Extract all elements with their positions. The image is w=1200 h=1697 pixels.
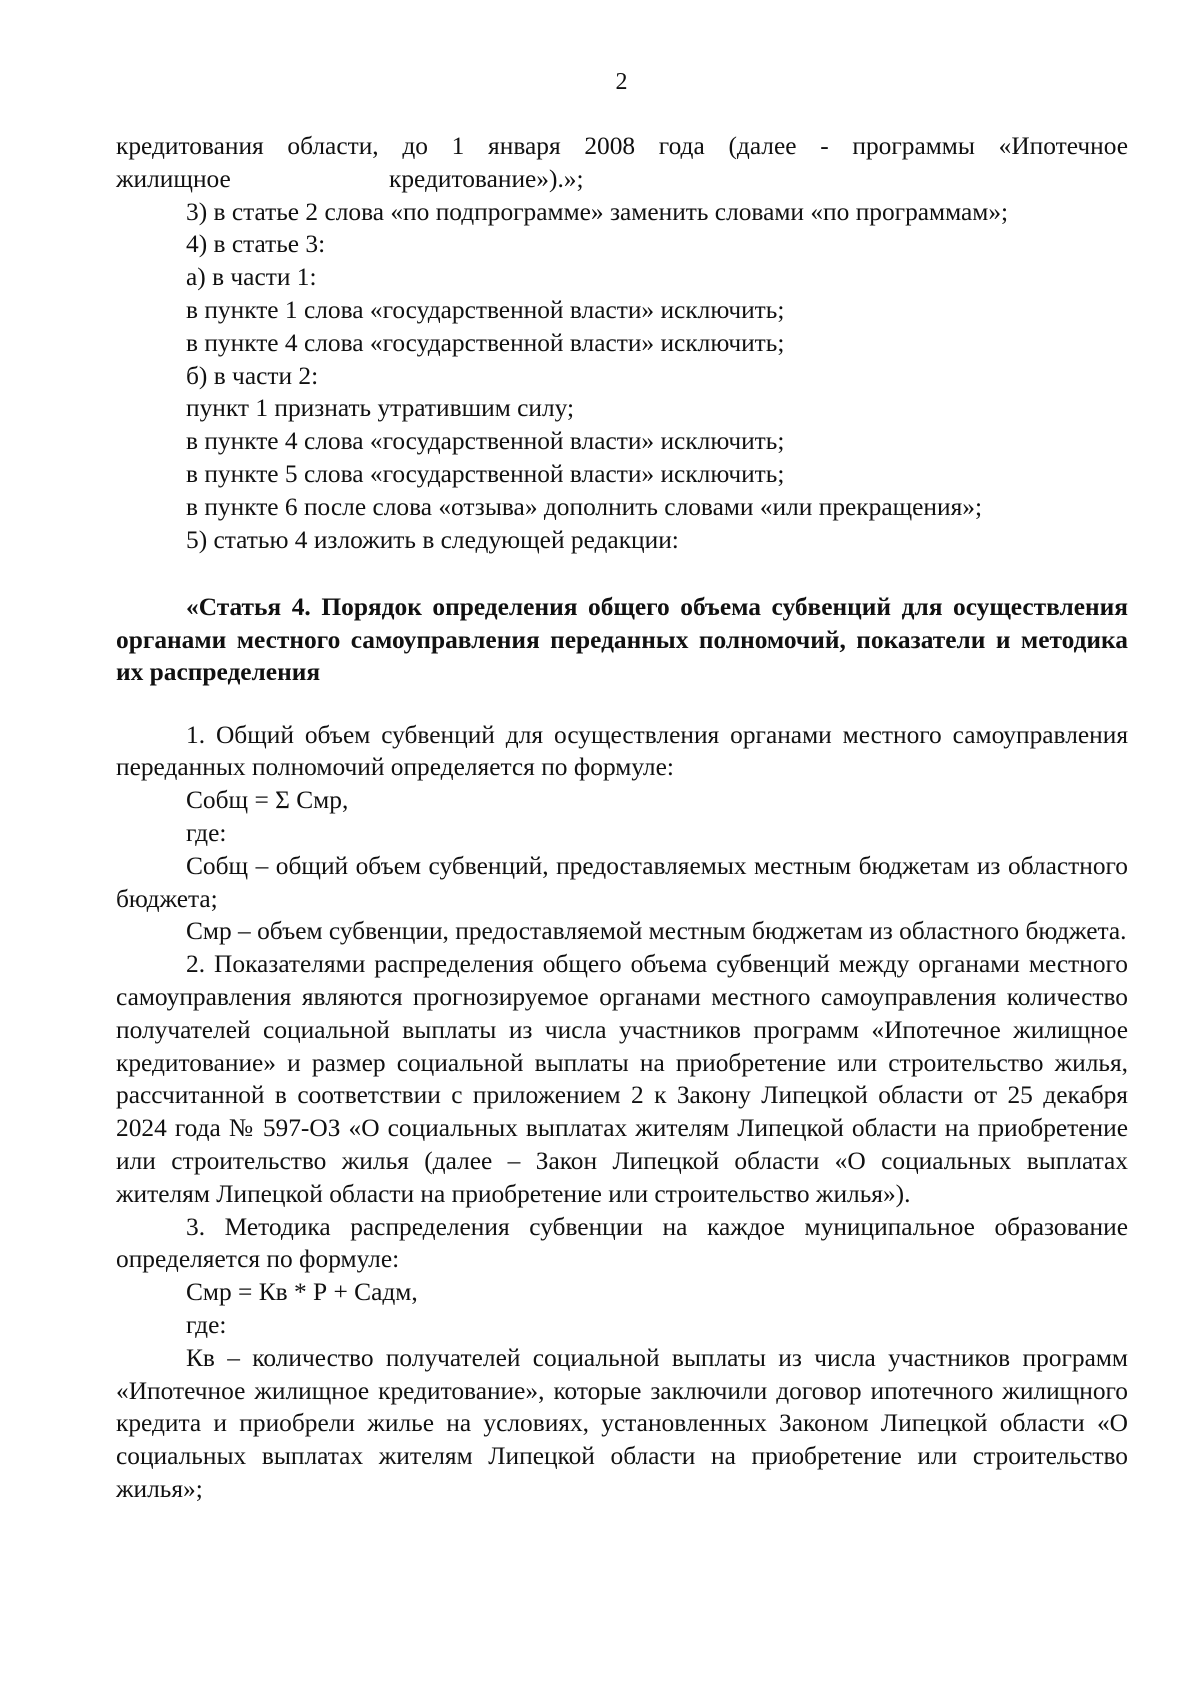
page-number: 2	[615, 69, 628, 95]
definition-smr: Смр – объем субвенции, предоставляемой местным бюджетам из областного бюджета.	[186, 917, 1127, 946]
amendment-item-4: 4) в статье 3:	[186, 230, 326, 259]
amendment-item-4b-point-4: в пункте 4 слова «государственной власти» исключить;	[186, 427, 785, 456]
clause-3: 3. Методика распределения субвенции на каждое муниципальное образование определяется по формуле:	[116, 1212, 1128, 1274]
clause-2: 2. Показателями распределения общего объема субвенций между органами местного самоуправления являются прогнозируемое органами местного самоуправления количество получателей социальной выплаты из числа участников программ «Ипотечное жилищное кредитование» и размер социальной выплаты на приобретение или строительство жилья, рассчитанной в соответствии с приложением 2 к Закону Липецкой области от 25 декабря 2024 года № 597-ОЗ «О социальных выплатах жителям Липецкой области на приобретение или строительство жилья (далее – Закон Липецкой области «О социальных выплатах жителям Липецкой области на приобретение или строительство жилья»).	[116, 950, 1128, 1208]
spacer	[116, 556, 1128, 591]
where-label-2: где:	[186, 1310, 227, 1339]
amendment-item-4a-point-1: в пункте 1 слова «государственной власти» исключить;	[186, 295, 785, 324]
clause-1: 1. Общий объем субвенций для осуществления органами местного самоуправления переданных полномочий определяется по формуле:	[116, 720, 1128, 782]
spacer	[116, 689, 1128, 719]
continuation-word-1: жилищное	[116, 164, 231, 193]
document-body	[116, 130, 1128, 1506]
amendment-item-3: 3) в статье 2 слова «по подпрограмме» заменить словами «по программам»;	[186, 197, 1009, 226]
amendment-item-5: 5) статью 4 изложить в следующей редакции:	[186, 525, 679, 554]
definition-kv: Кв – количество получателей социальной выплаты из числа участников программ «Ипотечное жилищное кредитование», которые заключили договор ипотечного жилищного кредита и приобрели жилье на условиях, установленных Законом Липецкой области «О социальных выплатах жителям Липецкой области на приобретение или строительство жилья»;	[116, 1343, 1128, 1503]
formula-2: Смр = Кв * Р + Садм,	[186, 1278, 418, 1307]
continuation-word-2: кредитование»).»;	[389, 164, 584, 193]
continuation-line-2	[116, 163, 1128, 196]
amendment-item-4b-point-1: пункт 1 признать утратившим силу;	[186, 394, 575, 423]
amendment-item-4b-point-6: в пункте 6 после слова «отзыва» дополнить словами «или прекращения»;	[186, 492, 983, 521]
amendment-item-4b-point-5: в пункте 5 слова «государственной власти» исключить;	[186, 459, 785, 488]
formula-1: Собщ = Σ Смр,	[186, 786, 349, 815]
amendment-item-4a: а) в части 1:	[186, 263, 317, 292]
continuation-line-1	[116, 130, 1128, 163]
where-label-1: где:	[186, 818, 227, 847]
definition-sobsch: Собщ – общий объем субвенций, предоставляемых местным бюджетам из областного бюджета;	[116, 851, 1128, 913]
amendment-item-4b: б) в части 2:	[186, 361, 319, 390]
article-heading: «Статья 4. Порядок определения общего объема субвенций для осуществления органами местного самоуправления переданных полномочий, показатели и методика их распределения	[116, 593, 1128, 687]
amendment-item-4a-point-4: в пункте 4 слова «государственной власти» исключить;	[186, 328, 785, 357]
continuation-text-1: кредитования области, до 1 января 2008 года (далее - программы «Ипотечное	[116, 132, 1128, 160]
